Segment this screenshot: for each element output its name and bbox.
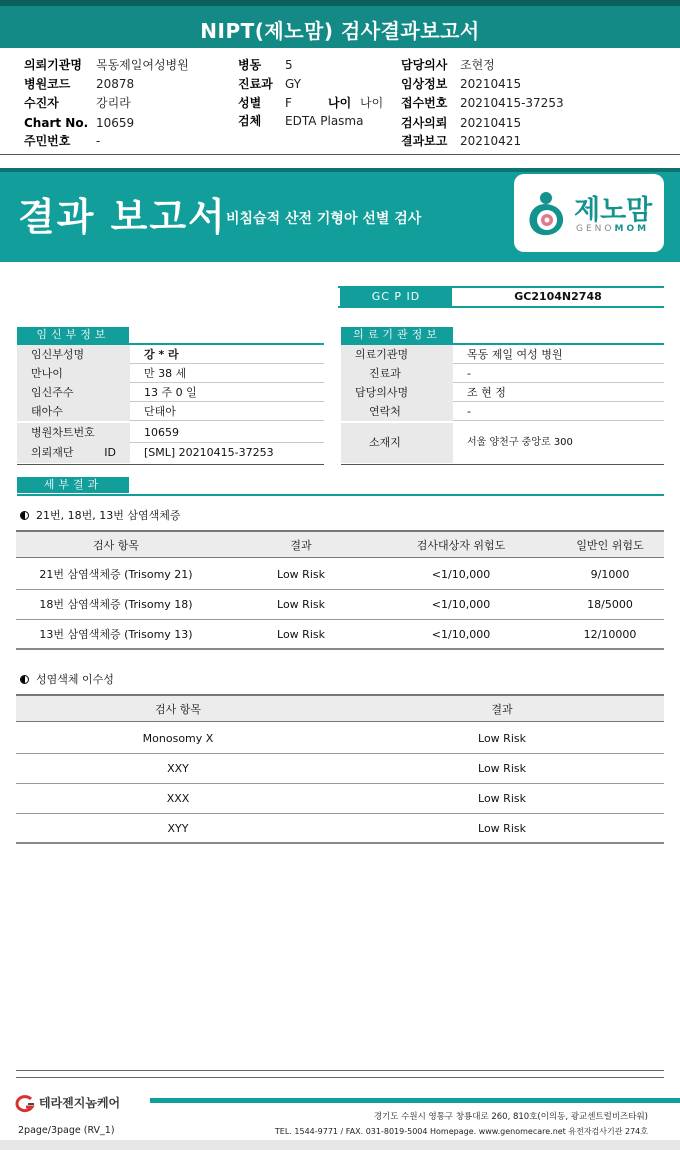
table-row [16, 784, 664, 814]
company-g-icon [14, 1095, 36, 1113]
header-row [0, 56, 680, 74]
column-header: 결과 [290, 539, 312, 552]
table-cell: 12/10000 [583, 628, 637, 641]
institution-info-table [341, 345, 664, 465]
header-label: 의뢰기관명 [24, 58, 82, 72]
header-label: 검사의뢰 [401, 116, 448, 130]
header-label: 병원코드 [24, 77, 71, 91]
table-cell: 13번 삼염색체증 (Trisomy 13) [39, 628, 193, 641]
info-value: 10659 [144, 426, 179, 439]
table-row [16, 560, 664, 590]
page-indicator: 2page/3page (RV_1) [18, 1125, 115, 1136]
header-label: 결과보고 [401, 134, 448, 148]
header-label: 검체 [238, 114, 262, 128]
header-value: 20210421 [460, 134, 522, 148]
header-label: 주민번호 [24, 134, 71, 148]
column-header: 검사 항목 [154, 703, 201, 716]
info-value: 강 * 라 [144, 348, 179, 361]
info-value: 13 주 0 일 [144, 386, 197, 399]
info-row [341, 423, 664, 463]
table-cell: Low Risk [277, 598, 325, 611]
header-row [0, 94, 680, 112]
table-cell: <1/10,000 [431, 568, 491, 581]
column-header: 검사 항목 [92, 539, 139, 552]
bottom-band [0, 1140, 680, 1150]
header-label: 병동 [238, 58, 262, 72]
company-address: 경기도 수원시 영통구 창룡대로 260, 810호(이의동, 광교센트럴비즈타워) [373, 1112, 648, 1122]
table-cell: Low Risk [478, 762, 526, 775]
table-cell: Low Risk [478, 822, 526, 835]
header-value: 20210415 [460, 77, 522, 91]
header-label: 진료과 [238, 77, 273, 91]
table-cell: Low Risk [478, 732, 526, 745]
header-label: 성별 [238, 96, 262, 110]
table-cell: XYY [167, 822, 189, 835]
maternal-info-tab: 임신부정보 [17, 327, 129, 343]
info-value: - [467, 405, 471, 418]
header-label: 임상정보 [401, 77, 448, 91]
info-value: 조 현 정 [467, 386, 506, 399]
info-label: 임신주수 [17, 383, 130, 402]
info-label: 태아수 [17, 402, 130, 421]
header-value: GY [285, 77, 302, 91]
column-header: 검사대상자 위험도 [416, 539, 506, 552]
header-label: 담당의사 [401, 58, 448, 72]
trisomy-section-title: 21번, 18번, 13번 삼염색체증 [20, 507, 180, 523]
divider [17, 464, 324, 465]
info-value: [SML] 20210415-37253 [144, 446, 274, 459]
header-row [0, 132, 680, 150]
header-row [0, 75, 680, 93]
table-header [16, 530, 664, 558]
table-cell: Low Risk [478, 792, 526, 805]
table-cell: <1/10,000 [431, 628, 491, 641]
table-cell: 18번 삼염색체증 (Trisomy 18) [39, 598, 193, 611]
header-value: 20878 [96, 77, 135, 91]
info-label: 진료과 [341, 364, 453, 383]
table-row [16, 754, 664, 784]
info-value: - [467, 367, 471, 380]
report-title: NIPT(제노맘) 검사결과보고서 [200, 19, 480, 43]
header-value: 목동제일여성병원 [96, 58, 189, 72]
maternal-info-table [17, 345, 324, 465]
table-cell: XXY [167, 762, 189, 775]
genomom-logo [514, 174, 664, 252]
institution-info-tab: 의료기관정보 [341, 327, 453, 343]
company-logo: 테라젠지놈케어 [14, 1094, 120, 1114]
header-value: 20210415-37253 [460, 96, 564, 110]
details-tab: 세부결과 [17, 477, 129, 493]
info-row [341, 402, 664, 421]
gcp-id-label: GC P ID [340, 288, 452, 306]
info-row [17, 423, 324, 443]
age-value: 나이 [360, 96, 384, 110]
header-value: 5 [285, 58, 293, 72]
info-row [17, 443, 324, 463]
divider [17, 494, 664, 496]
result-banner [0, 168, 680, 262]
age-label: 나이 [328, 96, 352, 110]
info-value: 서울 양천구 중앙로 300 [467, 437, 573, 448]
sexchrom-section-title: 성염색체 이수성 [20, 671, 114, 687]
divider [338, 306, 664, 308]
table-row [16, 814, 664, 844]
info-label: 연락처 [341, 402, 453, 421]
sexchrom-table [16, 694, 664, 846]
header-value: 조현정 [460, 58, 495, 72]
divider [341, 464, 664, 465]
logo-text: 제노맘 [574, 195, 653, 226]
info-label: 담당의사명 [341, 383, 453, 402]
half-circle-icon [20, 511, 29, 520]
trisomy-table [16, 530, 664, 652]
banner-stripe [0, 168, 680, 172]
table-row [16, 620, 664, 650]
logo-subtext: GENOMOM [576, 224, 650, 234]
table-cell: Low Risk [277, 628, 325, 641]
divider [0, 154, 680, 155]
header-value: 강리라 [96, 96, 131, 110]
table-header [16, 694, 664, 722]
table-cell: <1/10,000 [431, 598, 491, 611]
header-label: 수진자 [24, 96, 59, 110]
divider [16, 1077, 664, 1078]
gcp-id-value: GC2104N2748 [514, 290, 602, 303]
info-label: 의뢰재단 ID [17, 443, 130, 463]
info-label: 임신부성명 [17, 345, 130, 364]
header-value: - [96, 134, 101, 148]
table-cell: 9/1000 [590, 568, 630, 581]
column-header: 일반인 위험도 [576, 539, 644, 552]
table-cell: 21번 삼염색체증 (Trisomy 21) [39, 568, 193, 581]
banner-subtitle: 비침습적 산전 기형아 선별 검사 [226, 211, 422, 227]
table-cell: 18/5000 [587, 598, 633, 611]
genomom-mother-icon [526, 190, 566, 236]
header-label: Chart No. [24, 116, 89, 130]
header-value: EDTA Plasma [285, 114, 364, 128]
info-value: 만 38 세 [144, 367, 187, 380]
table-cell: XXX [166, 792, 190, 805]
footer-accent-bar [150, 1098, 680, 1103]
header-value: 10659 [96, 116, 135, 130]
info-label: 만나이 [17, 364, 130, 383]
banner-title: 결과 보고서 [18, 195, 227, 239]
header-label: 접수번호 [401, 96, 448, 110]
header-value: F [285, 96, 292, 110]
info-row [341, 364, 664, 383]
info-row [17, 364, 324, 383]
info-row [17, 402, 324, 421]
company-contact: TEL. 1544-9771 / FAX. 031-8019-5004 Homepage. www.genomecare.net 유전자검사기관 274호 [274, 1127, 648, 1136]
info-label: 의료기관명 [341, 345, 453, 364]
half-circle-icon [20, 675, 29, 684]
table-cell: Low Risk [277, 568, 325, 581]
divider [16, 1070, 664, 1071]
info-label: 소재지 [341, 423, 453, 463]
info-row [341, 383, 664, 402]
column-header: 결과 [491, 703, 513, 716]
header-value: 20210415 [460, 116, 522, 130]
info-value: 단태아 [144, 405, 176, 418]
header-info [0, 52, 680, 154]
info-row [17, 345, 324, 364]
info-row [341, 345, 664, 364]
info-row [17, 383, 324, 402]
info-label: 병원차트번호 [17, 423, 130, 443]
header-row [0, 114, 680, 132]
info-value: 목동 제일 여성 병원 [467, 348, 563, 361]
table-row [16, 590, 664, 620]
table-row [16, 724, 664, 754]
table-cell: Monosomy X [142, 732, 214, 745]
report-title-bar [0, 0, 680, 48]
